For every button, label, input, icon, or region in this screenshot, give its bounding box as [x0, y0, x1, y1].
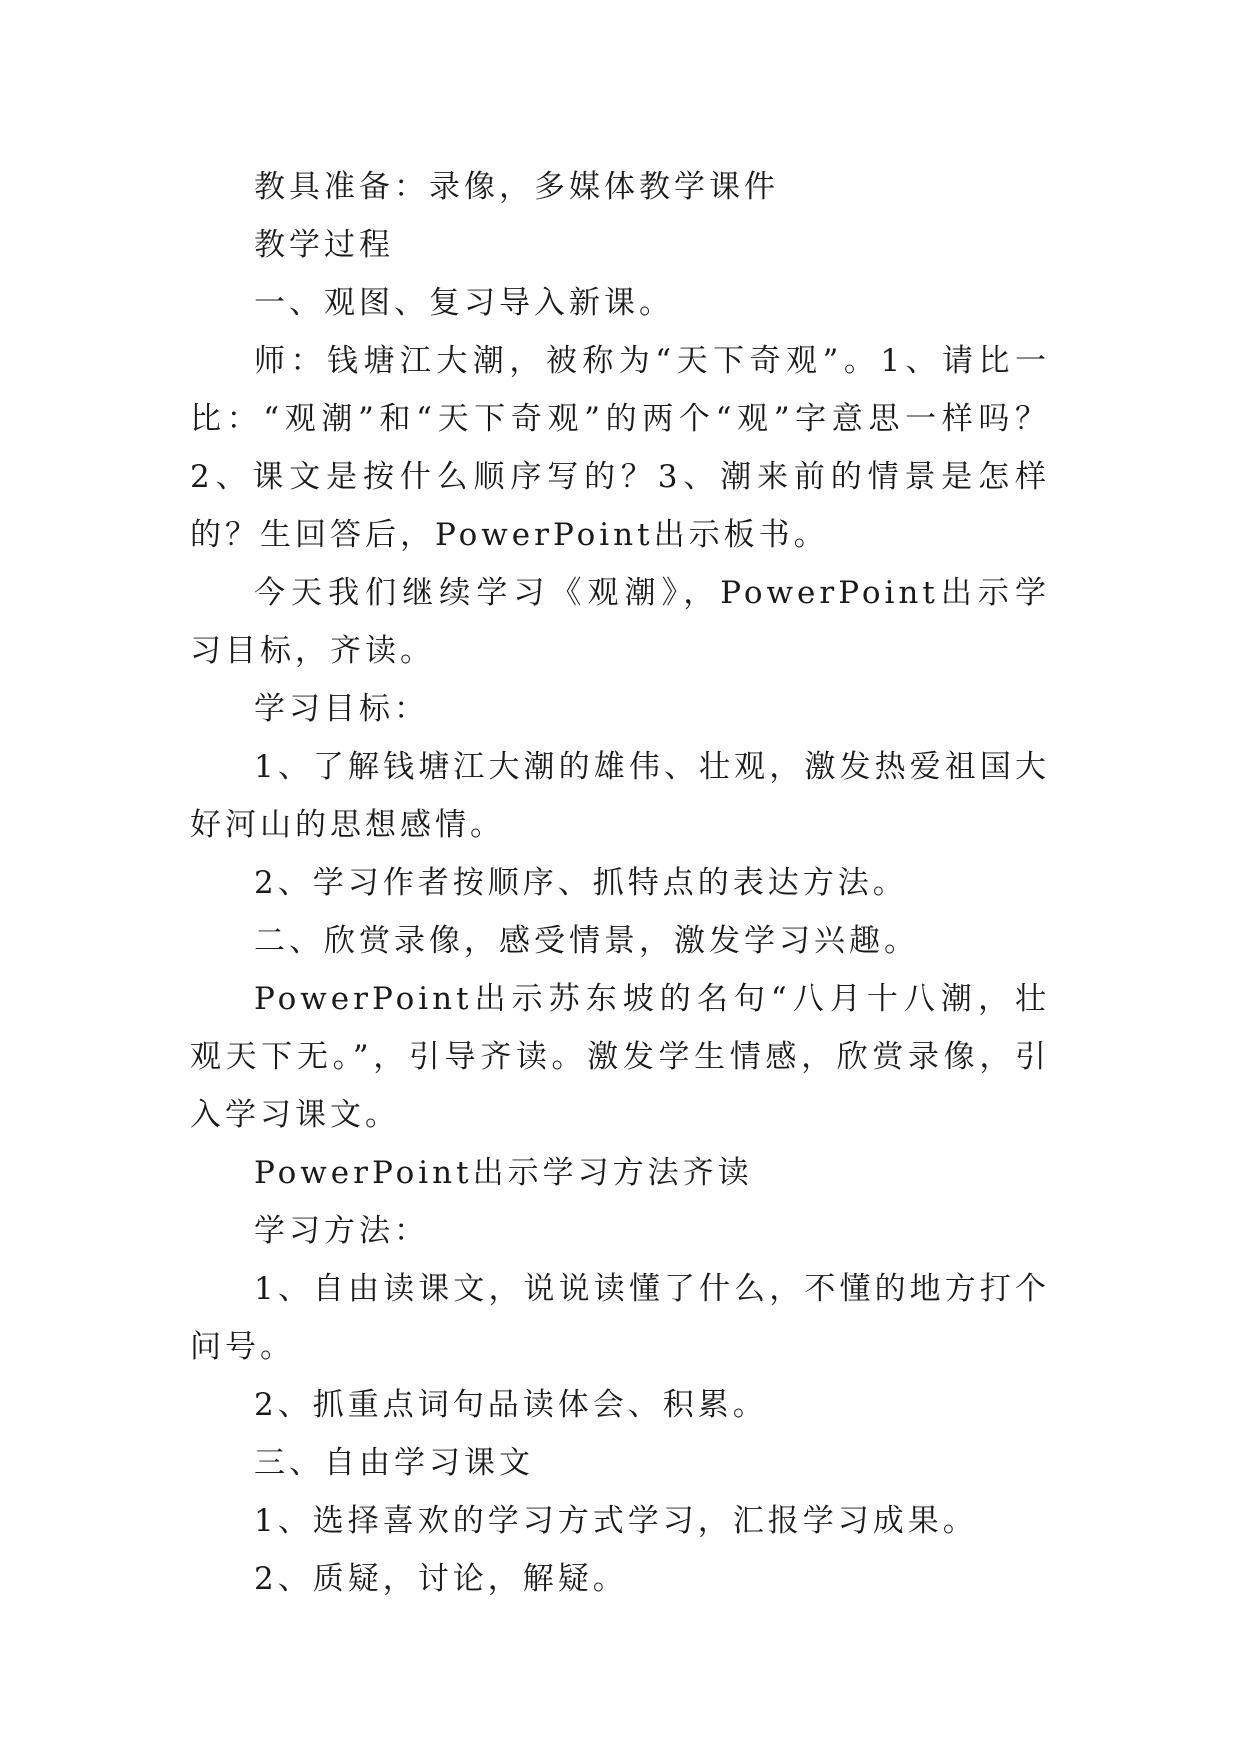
document-body — [190, 158, 1050, 1608]
paragraph-goal-1: 1、了解钱塘江大潮的雄伟、壮观，激发热爱祖国大好河山的思想感情。 — [190, 749, 1050, 843]
paragraph-process-heading: 教学过程 — [254, 227, 394, 263]
paragraph-goal-2: 2、学习作者按顺序、抓特点的表达方法。 — [254, 865, 908, 901]
paragraph-section-one: 一、观图、复习导入新课。 — [254, 285, 674, 321]
paragraph-goals-heading: 学习目标： — [254, 691, 429, 727]
paragraph-step-2: 2、质疑，讨论，解疑。 — [254, 1561, 628, 1597]
paragraph-show-methods: PowerPoint出示学习方法齐读 — [254, 1155, 753, 1191]
paragraph-teacher-questions: 师：钱塘江大潮，被称为“天下奇观”。1、请比一比：“观潮”和“天下奇观”的两个“观”字意思一样吗？2、课文是按什么顺序写的？3、潮来前的情景是怎样的？生回答后，PowerPoint出示板书。 — [190, 343, 1050, 553]
paragraph-method-2: 2、抓重点词句品读体会、积累。 — [254, 1387, 768, 1423]
paragraph-step-1: 1、选择喜欢的学习方式学习，汇报学习成果。 — [254, 1503, 978, 1539]
paragraph-teaching-aids: 教具准备：录像，多媒体教学课件 — [254, 169, 779, 205]
paragraph-section-three: 三、自由学习课文 — [254, 1445, 534, 1481]
paragraph-method-1: 1、自由读课文，说说读懂了什么，不懂的地方打个问号。 — [190, 1271, 1050, 1365]
paragraph-methods-heading: 学习方法： — [254, 1213, 429, 1249]
paragraph-famous-line: PowerPoint出示苏东坡的名句“八月十八潮，壮观天下无。”，引导齐读。激发学生情感，欣赏录像，引入学习课文。 — [190, 981, 1050, 1133]
paragraph-continue-study: 今天我们继续学习《观潮》，PowerPoint出示学习目标，齐读。 — [190, 575, 1050, 669]
paragraph-section-two: 二、欣赏录像，感受情景，激发学习兴趣。 — [254, 923, 919, 959]
